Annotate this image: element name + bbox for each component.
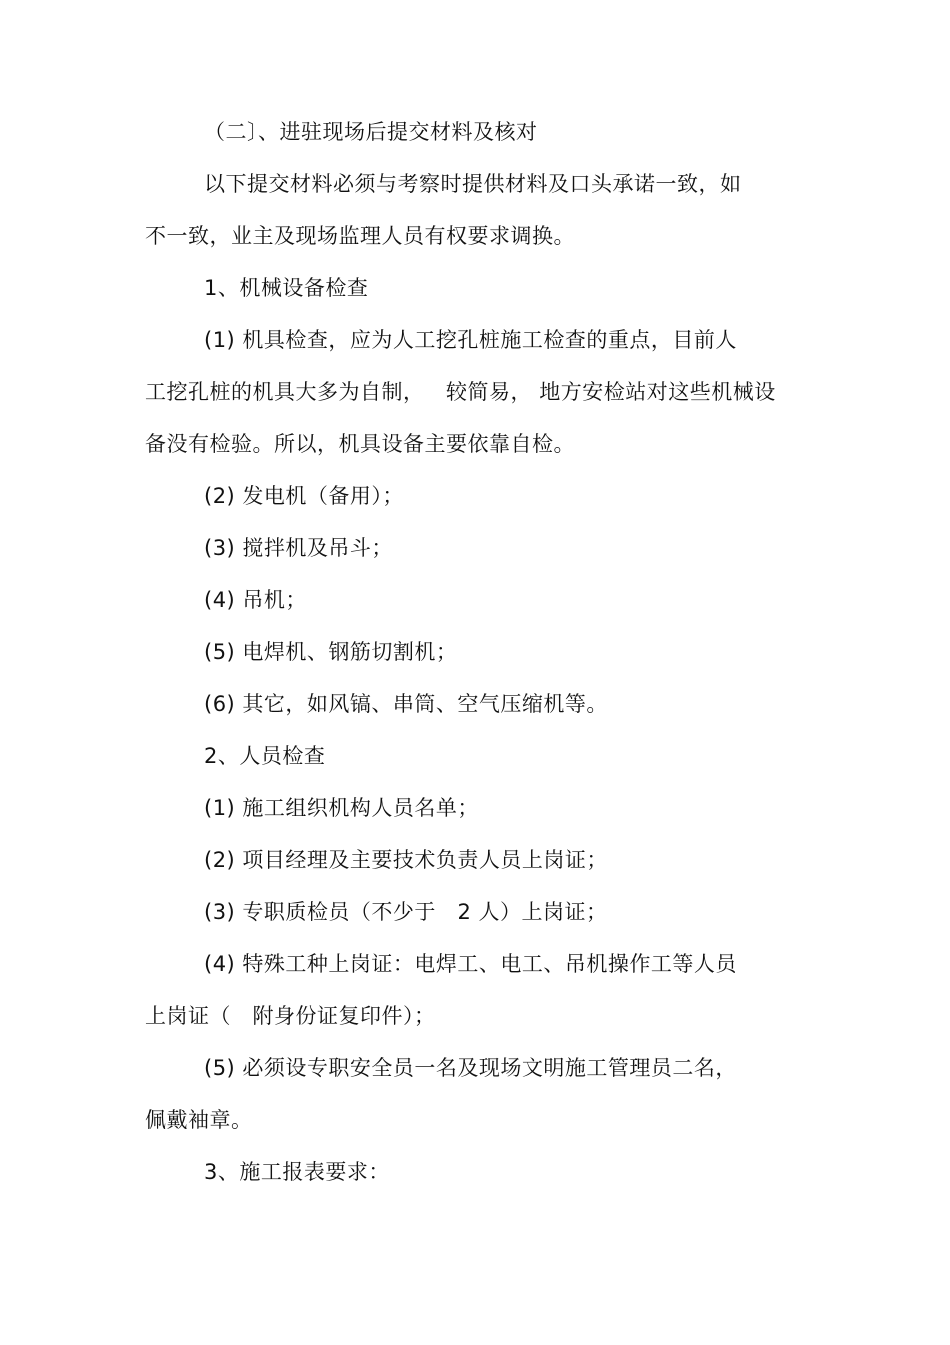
list-item: (2) 项目经理及主要技术负责人员上岗证；	[204, 848, 608, 872]
list-item: (6) 其它，如风镐、串筒、空气压缩机等。	[204, 692, 608, 716]
list-item: (1) 施工组织机构人员名单；	[204, 796, 479, 820]
section-heading: （二〕、进驻现场后提交材料及核对	[204, 120, 538, 144]
paragraph-line: 不一致，业主及现场监理人员有权要求调换。	[145, 224, 575, 248]
paragraph-line: 备没有检验。所以，机具设备主要依靠自检。	[145, 432, 575, 456]
paragraph-line: 工挖孔桩的机具大多为自制， 较简易， 地方安检站对这些机械设	[145, 380, 776, 404]
list-item: (3) 专职质检员（不少于 2 人）上岗证；	[204, 900, 608, 924]
list-item: (4) 特殊工种上岗证：电焊工、电工、吊机操作工等人员	[204, 952, 737, 976]
list-item: (5) 电焊机、钢筋切割机；	[204, 640, 458, 664]
paragraph-line: 以下提交材料必须与考察时提供材料及口头承诺一致，如	[204, 172, 742, 196]
list-item: (1) 机具检查，应为人工挖孔桩施工检查的重点，目前人	[204, 328, 737, 352]
list-item: (4) 吊机；	[204, 588, 307, 612]
subsection-heading: 2、人员检查	[204, 744, 326, 768]
list-item: (3) 搅拌机及吊斗；	[204, 536, 393, 560]
paragraph-line: 上岗证（ 附身份证复印件）；	[145, 1004, 436, 1028]
paragraph-line: 佩戴袖章。	[145, 1108, 253, 1132]
list-item: (5) 必须设专职安全员一名及现场文明施工管理员二名，	[204, 1056, 737, 1080]
list-item: (2) 发电机（备用）；	[204, 484, 404, 508]
subsection-heading: 1、机械设备检查	[204, 276, 369, 300]
subsection-heading: 3、施工报表要求：	[204, 1160, 390, 1184]
